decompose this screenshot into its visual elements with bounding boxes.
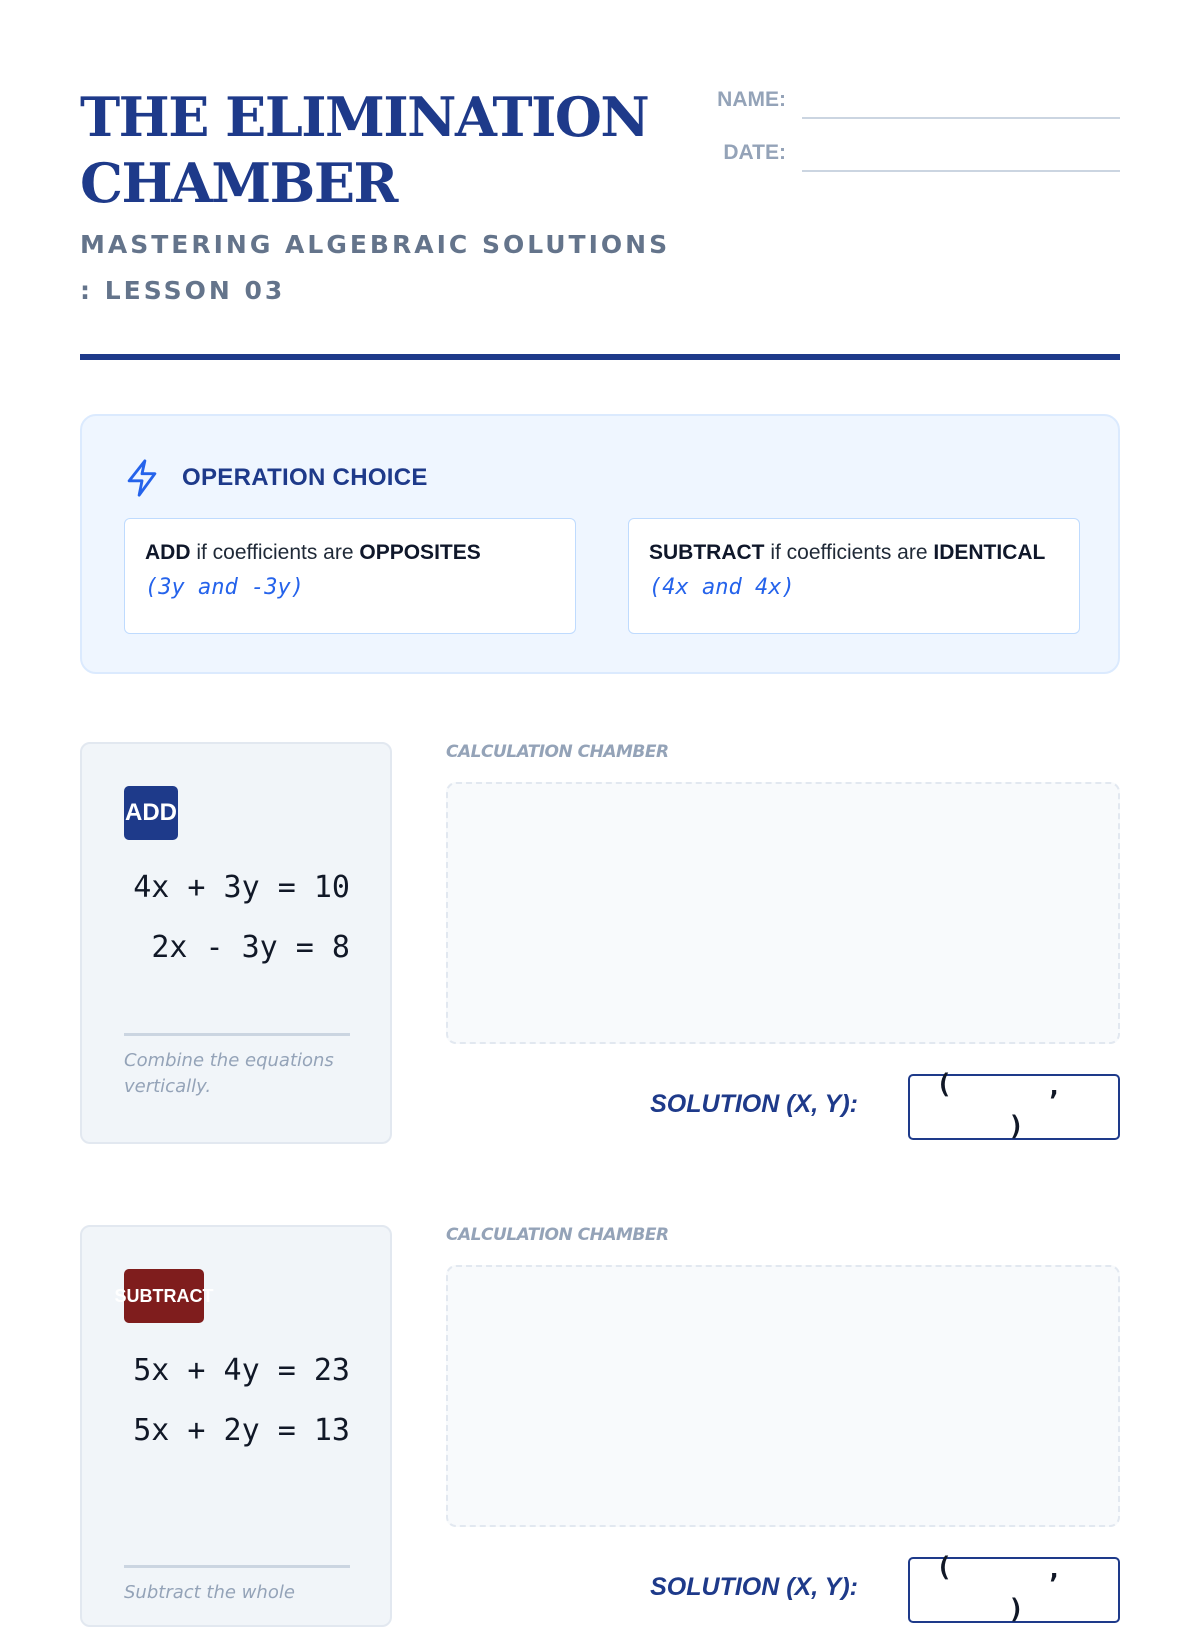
solution-box[interactable] bbox=[908, 1069, 1120, 1142]
calculation-area[interactable] bbox=[446, 1265, 1120, 1527]
solution-close-paren: ) bbox=[1008, 1111, 1025, 1142]
add-rule-text bbox=[145, 541, 555, 565]
calculation-area[interactable] bbox=[446, 782, 1120, 1044]
name-field[interactable] bbox=[702, 82, 1120, 122]
header-divider bbox=[80, 354, 1120, 360]
equation-2: 5x + 2y = 13 bbox=[133, 1413, 350, 1448]
equation-divider bbox=[124, 1033, 350, 1036]
equation-hint: Combine the equations vertically. bbox=[124, 1050, 334, 1097]
worksheet-page bbox=[80, 0, 1120, 1625]
solution-label: SOLUTION (X, Y): bbox=[650, 1090, 858, 1118]
add-rule-condition: OPPOSITES bbox=[359, 541, 481, 564]
name-line[interactable] bbox=[802, 117, 1120, 119]
operation-choice-header bbox=[124, 458, 428, 498]
solution-comma: , bbox=[1046, 1554, 1063, 1585]
problem-1 bbox=[80, 742, 1120, 1162]
equation-1: 4x + 3y = 10 bbox=[133, 870, 350, 905]
equation-divider bbox=[124, 1565, 350, 1568]
page-title: THE ELIMINATION CHAMBER bbox=[80, 85, 649, 215]
subtract-rule-condition: IDENTICAL bbox=[933, 541, 1046, 564]
add-rule-middle: if coefficients are bbox=[190, 541, 360, 564]
date-field[interactable] bbox=[702, 135, 1120, 175]
problem-2 bbox=[80, 1225, 1120, 1645]
subtract-rule-middle: if coefficients are bbox=[764, 541, 934, 564]
add-rule-example: (3y and -3y) bbox=[145, 575, 304, 600]
equation-card bbox=[80, 1225, 392, 1627]
equation-system bbox=[124, 1347, 350, 1467]
solution-close-paren: ) bbox=[1008, 1594, 1025, 1625]
lightning-icon bbox=[124, 458, 160, 498]
subtract-rule-card bbox=[628, 518, 1080, 634]
subtract-rule-text bbox=[649, 541, 1059, 565]
calculation-label: CALCULATION CHAMBER bbox=[446, 742, 669, 762]
date-line[interactable] bbox=[802, 170, 1120, 172]
solution-comma: , bbox=[1046, 1071, 1063, 1102]
operation-badge: SUBTRACT bbox=[124, 1269, 204, 1323]
date-label: DATE: bbox=[723, 141, 786, 164]
subtract-rule-verb: SUBTRACT bbox=[649, 541, 765, 564]
solution-label: SOLUTION (X, Y): bbox=[650, 1573, 858, 1601]
calculation-label: CALCULATION CHAMBER bbox=[446, 1225, 669, 1245]
operation-choice-panel bbox=[80, 414, 1120, 674]
equation-2: 2x - 3y = 8 bbox=[151, 930, 350, 965]
operation-choice-heading: OPERATION CHOICE bbox=[182, 464, 428, 491]
equation-card bbox=[80, 742, 392, 1144]
add-rule-card bbox=[124, 518, 576, 634]
solution-open-paren: ( bbox=[936, 1552, 953, 1583]
page-subtitle: MASTERING ALGEBRAIC SOLUTIONS : LESSON 03 bbox=[80, 230, 671, 305]
solution-box[interactable] bbox=[908, 1552, 1120, 1625]
add-rule-verb: ADD bbox=[145, 541, 191, 564]
solution-open-paren: ( bbox=[936, 1069, 953, 1100]
name-label: NAME: bbox=[717, 88, 786, 111]
subtract-rule-example: (4x and 4x) bbox=[649, 575, 795, 600]
equation-1: 5x + 4y = 23 bbox=[133, 1353, 350, 1388]
operation-badge: ADD bbox=[124, 786, 178, 840]
equation-hint: Subtract the whole bbox=[124, 1582, 295, 1603]
equation-system bbox=[124, 864, 350, 984]
